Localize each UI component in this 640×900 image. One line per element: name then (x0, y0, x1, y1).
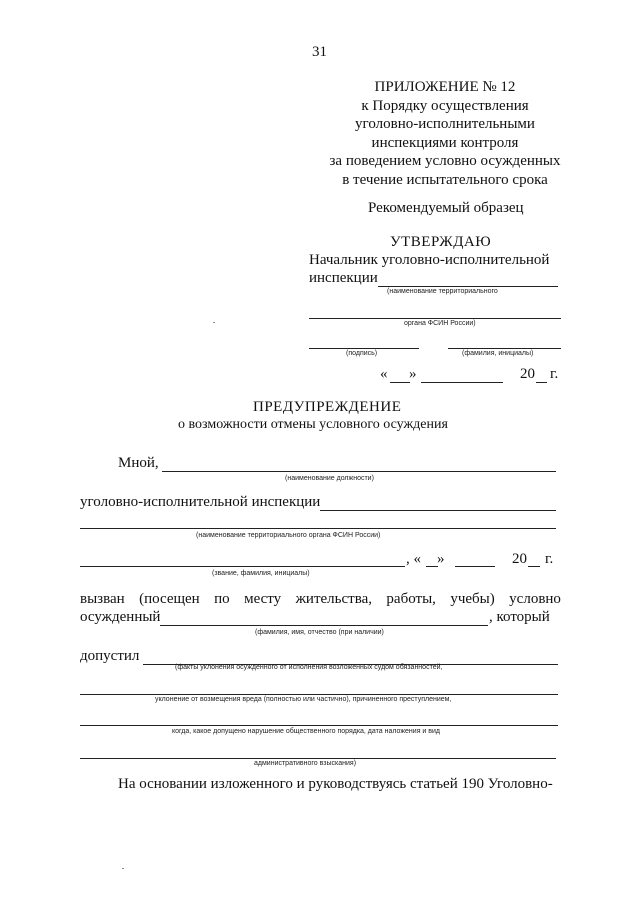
convicted-label: осужденный (80, 609, 161, 625)
name-initials-line[interactable] (448, 348, 561, 349)
rank-date-year: 20 (512, 551, 527, 567)
recommended-sample: Рекомендуемый образец (368, 200, 524, 216)
caption-fsin: органа ФСИН России) (404, 320, 476, 327)
warning-subtitle: о возможности отмены условного осуждения (178, 417, 448, 432)
caption-facts: (факты уклонения осужденного от исполнения возложенных судом обязанностей, (175, 664, 443, 671)
basis-text: На основании изложенного и руководствуясь статьей 190 Уголовно- (118, 776, 553, 792)
approve-fsin-line[interactable] (309, 318, 561, 319)
approve-chief: Начальник уголовно-исполнительной (309, 252, 550, 268)
approve-date-month-line[interactable] (421, 382, 503, 383)
approve-inspection: инспекции (309, 270, 378, 286)
inspection-label: уголовно-исполнительной инспекции (80, 494, 321, 510)
appendix-line: за поведением условно осужденных (329, 153, 561, 169)
caption-when: когда, какое допущено нарушение общественного порядка, дата наложения и вид (172, 728, 440, 735)
rank-line[interactable] (80, 566, 405, 567)
appendix-line: в течение испытательного срока (342, 171, 548, 188)
signature-line[interactable] (309, 348, 419, 349)
scan-speck (122, 868, 124, 869)
caption-fio: (фамилия, имя, отчество (при наличии) (255, 629, 384, 636)
rank-date-suffix: г. (545, 551, 554, 567)
by-me-label: Мной, (118, 455, 159, 471)
approve-date-year-line[interactable] (536, 382, 547, 383)
approve-date-year: 20 (520, 366, 535, 382)
approve-date-day-line[interactable] (390, 382, 410, 383)
summoned-line (80, 591, 561, 608)
approve-date-close: » (409, 366, 417, 382)
caption-rank: (звание, фамилия, инициалы) (212, 570, 310, 577)
approve-heading: УТВЕРЖДАЮ (390, 234, 492, 250)
rank-date-sep: , « (406, 551, 421, 567)
summoned-word: вызван (80, 591, 125, 607)
caption-territorial-full: (наименование территориального органа ФСИН России) (196, 532, 381, 539)
summoned-word: работы, (386, 591, 436, 607)
summoned-word: учебы) (450, 591, 495, 607)
summoned-word: жительства, (295, 591, 372, 607)
approve-date-open: « (380, 366, 388, 382)
caption-signature: (подпись) (346, 350, 378, 357)
summoned-word: (посещен (139, 591, 200, 607)
summoned-word: по (214, 591, 230, 607)
territorial-line[interactable] (80, 528, 556, 529)
allowed-label: допустил (80, 648, 140, 664)
scan-speck (213, 322, 215, 323)
convicted-name-line[interactable] (160, 625, 488, 626)
appendix-block (300, 78, 590, 189)
convicted-who: , который (489, 609, 550, 625)
caption-name-initials: (фамилия, инициалы) (462, 350, 534, 357)
appendix-line: уголовно-исполнительными (355, 116, 535, 132)
page-number: 31 (312, 44, 327, 60)
rank-date-close: » (437, 551, 445, 567)
appendix-title: ПРИЛОЖЕНИЕ № 12 (374, 79, 516, 95)
position-line[interactable] (162, 471, 556, 472)
approve-date-suffix: г. (550, 366, 559, 382)
violation-line[interactable] (80, 725, 558, 726)
caption-territorial: (наименование территориального (387, 288, 498, 295)
appendix-line: инспекциями контроля (371, 134, 519, 151)
rank-date-year-line[interactable] (528, 566, 540, 567)
caption-admin: административного взыскания) (254, 760, 357, 767)
evasion-line[interactable] (80, 694, 558, 695)
summoned-word: условно (509, 591, 561, 607)
admin-line[interactable] (80, 758, 556, 759)
summoned-word: месту (244, 591, 282, 607)
approve-inspection-line[interactable] (378, 286, 558, 287)
caption-evasion: уклонение от возмещения вреда (полностью или частично), причиненного преступлением, (155, 696, 452, 703)
warning-title: ПРЕДУПРЕЖДЕНИЕ (253, 399, 402, 415)
appendix-line: к Порядку осуществления (361, 97, 529, 114)
rank-date-month-line[interactable] (455, 566, 495, 567)
inspection-line[interactable] (320, 510, 556, 511)
caption-position: (наименование должности) (285, 475, 374, 482)
